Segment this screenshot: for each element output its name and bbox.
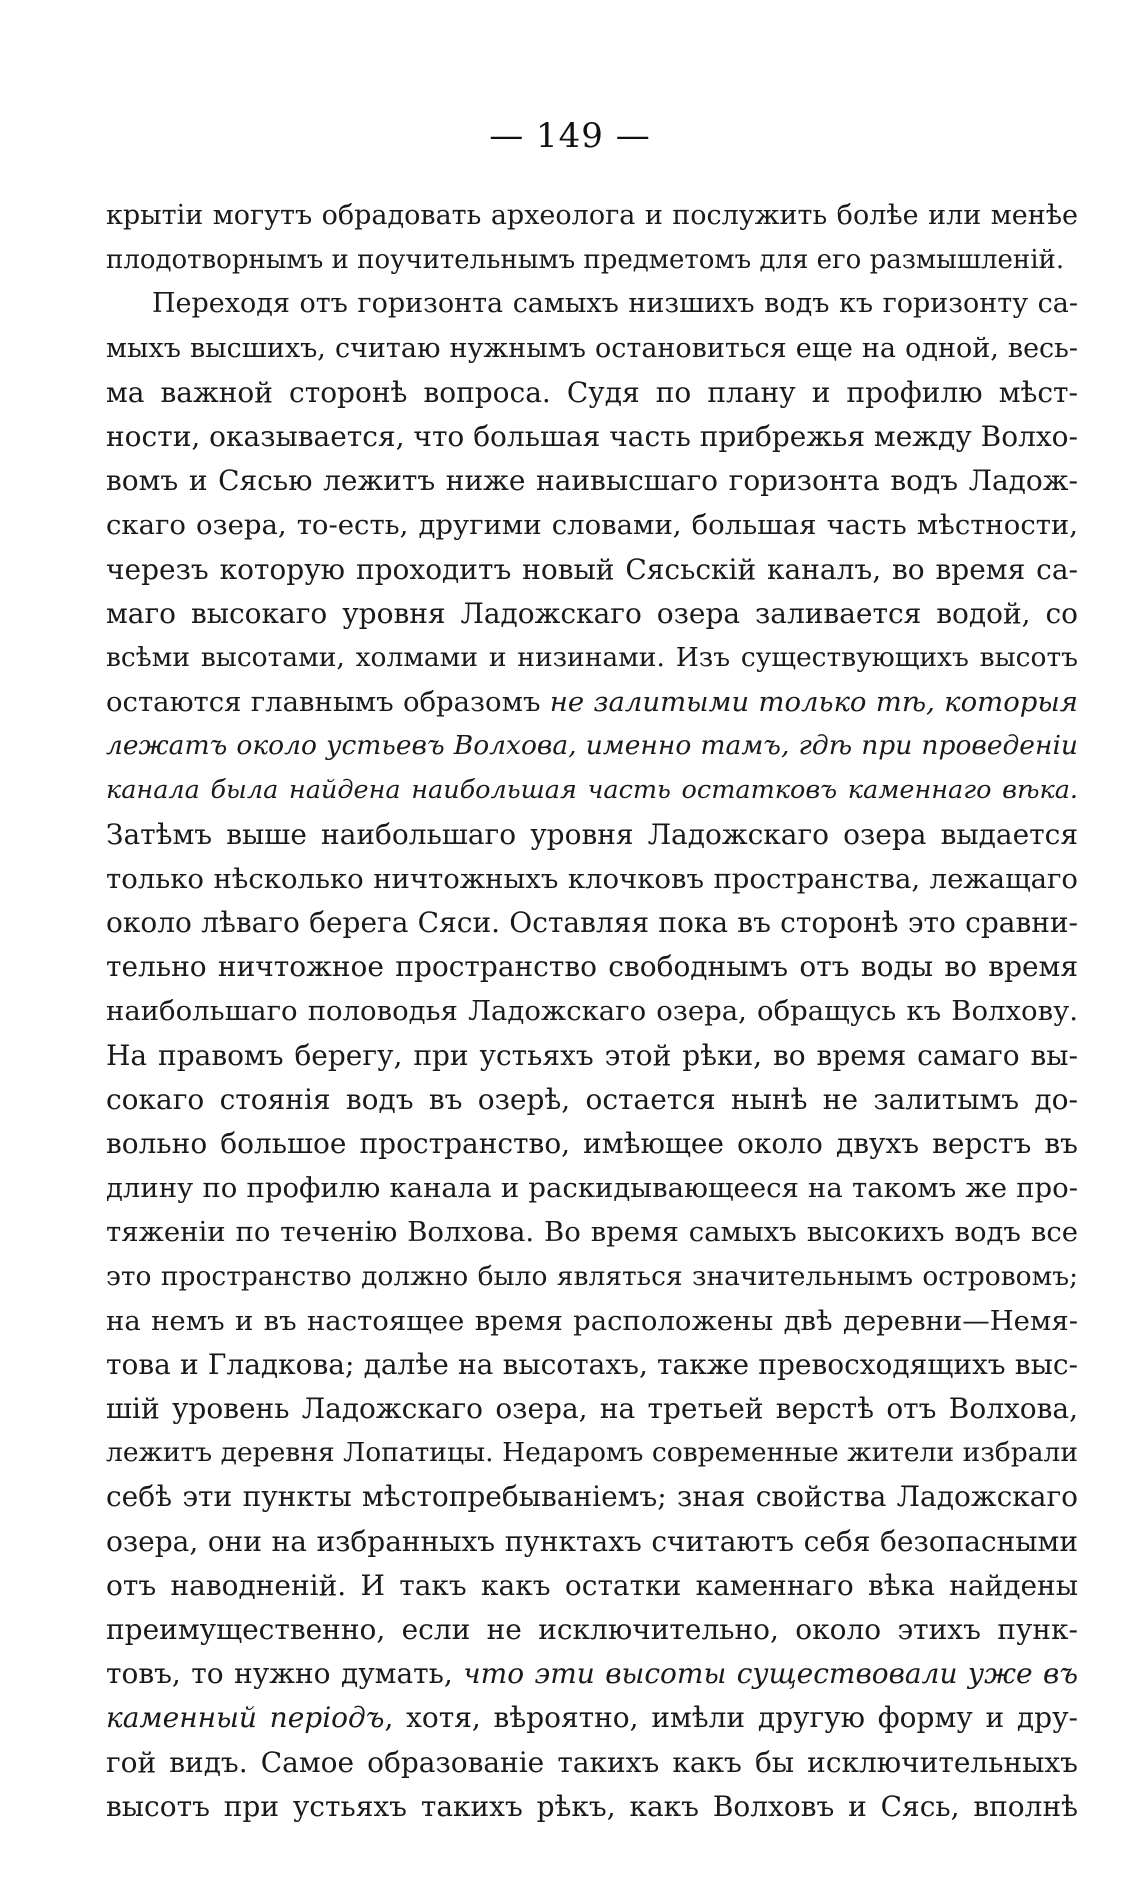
text-line <box>106 1210 1078 1254</box>
text-segment: вомъ и Сясью лежитъ ниже наивысшаго горизонта водъ Ладож- <box>106 464 1078 498</box>
text-segment: вольно большое пространство, имѣющее около двухъ верстъ въ <box>106 1126 1078 1160</box>
text-line <box>106 1520 1078 1564</box>
text-segment: тельно ничтожное пространство свободнымъ отъ воды во время <box>106 950 1078 984</box>
text-line <box>106 1166 1078 1210</box>
text-segment: крытіи могутъ обрадовать археолога и послужить болѣе или менѣе <box>106 200 1078 231</box>
text-segment: Затѣмъ выше наибольшаго уровня Ладожскаго озера выдается <box>106 817 1078 851</box>
text-segment: отъ наводненій. И такъ какъ остатки каменнаго вѣка найдены <box>106 1568 1078 1602</box>
text-line <box>106 1255 1078 1299</box>
text-segment: преимущественно, если не исключительно, около этихъ пунк- <box>106 1613 1078 1646</box>
text-segment: лежитъ деревня Лопатицы. Недаромъ современные жители избрали <box>106 1437 1078 1469</box>
text-segment: скаго озера, то-есть, другими словами, большая часть мѣстности, <box>106 509 1078 542</box>
text-line <box>106 636 1078 680</box>
text-segment: наибольшаго половодья Ладожскаго озера, обращусь къ Волхову. <box>106 995 1078 1028</box>
text-line <box>106 989 1078 1033</box>
text-line <box>106 1741 1078 1785</box>
text-segment: мыхъ высшихъ, считаю нужнымъ остановиться еще на одной, весь- <box>106 332 1078 364</box>
text-segment: , хотя, вѣроятно, имѣли другую форму и дру- <box>384 1701 1078 1735</box>
text-segment: только нѣсколько ничтожныхъ клочковъ пространства, лежащаго <box>106 862 1078 895</box>
italic-text-segment: лежатъ около устьевъ Волхова, именно тамъ, гдѣ при проведеніи <box>106 730 1078 762</box>
text-line <box>106 503 1078 547</box>
text-segment: ности, оказывается, что большая часть прибрежья между Волхо- <box>106 419 1078 453</box>
italic-text-segment: канала была найдена наибольшая часть остатковъ каменнаго вѣка. <box>106 775 1078 806</box>
italic-text-segment: что эти высоты существовали уже въ <box>463 1657 1078 1691</box>
italic-text-segment: не залитыми только тѣ, которыя <box>549 686 1078 719</box>
text-segment: На правомъ берегу, при устьяхъ этой рѣки, во время самаго вы- <box>106 1038 1078 1072</box>
text-line <box>106 1564 1078 1608</box>
text-line <box>106 857 1078 901</box>
text-line <box>106 680 1078 724</box>
text-line <box>106 945 1078 989</box>
text-line <box>106 1696 1078 1740</box>
text-line <box>106 1122 1078 1166</box>
text-segment: это пространство должно было являться значительнымъ островомъ; <box>106 1260 1078 1292</box>
text-line <box>106 194 1078 238</box>
text-line <box>106 459 1078 503</box>
italic-text-segment: каменный періодъ <box>106 1701 385 1735</box>
text-line <box>106 768 1078 812</box>
text-segment: гой видъ. Самое образованіе такихъ какъ бы исключительныхъ <box>106 1745 1078 1779</box>
text-line <box>106 1652 1078 1696</box>
text-line <box>106 1034 1078 1078</box>
text-line <box>106 1608 1078 1652</box>
text-line <box>106 548 1078 592</box>
text-line <box>106 1785 1078 1829</box>
text-segment: сокаго стоянія водъ въ озерѣ, остается нынѣ не залитымъ до- <box>106 1082 1078 1116</box>
text-line <box>106 238 1078 282</box>
text-line <box>106 327 1078 371</box>
text-line <box>106 1078 1078 1122</box>
page-number: — 149 — <box>489 116 651 156</box>
text-line <box>106 1431 1078 1475</box>
text-line <box>106 1343 1078 1387</box>
text-line <box>106 724 1078 768</box>
text-segment: длину по профилю канала и раскидывающееся на такомъ же про- <box>106 1172 1078 1205</box>
text-line <box>106 282 1078 326</box>
text-line <box>106 1475 1078 1519</box>
text-segment: плодотворнымъ и поучительнымъ предметомъ для его размышленій. <box>106 245 1065 276</box>
text-segment: товъ, то нужно думать, <box>106 1657 464 1691</box>
text-segment: себѣ эти пункты мѣстопребываніемъ; зная свойства Ладожскаго <box>106 1480 1078 1514</box>
text-line <box>106 813 1078 857</box>
text-segment: черезъ которую проходитъ новый Сясьскій каналъ, во время са- <box>106 552 1078 586</box>
text-segment: около лѣваго берега Сяси. Оставляя пока въ сторонѣ это сравни- <box>106 906 1078 939</box>
text-segment: остаются главнымъ образомъ <box>106 686 550 719</box>
text-line <box>106 592 1078 636</box>
body-text <box>106 194 1078 1829</box>
text-line <box>106 1299 1078 1343</box>
text-segment: на немъ и въ настоящее время расположены двѣ деревни—Немя- <box>106 1304 1078 1337</box>
text-segment: озера, они на избранныхъ пунктахъ считаютъ себя безопасными <box>106 1524 1078 1558</box>
text-segment: шій уровень Ладожскаго озера, на третьей верстѣ отъ Волхова, <box>106 1392 1078 1426</box>
text-line <box>106 901 1078 945</box>
text-segment: това и Гладкова; далѣе на высотахъ, также превосходящихъ выс- <box>106 1347 1078 1381</box>
text-segment: всѣми высотами, холмами и низинами. Изъ существующихъ высотъ <box>106 641 1078 673</box>
text-line <box>106 1387 1078 1431</box>
text-segment: высотъ при устьяхъ такихъ рѣкъ, какъ Волховъ и Сясь, вполнѣ <box>106 1789 1078 1823</box>
text-line <box>106 415 1078 459</box>
text-segment: Переходя отъ горизонта самыхъ низшихъ водъ къ горизонту са- <box>152 288 1078 320</box>
text-segment: ма важной сторонѣ вопроса. Судя по плану и профилю мѣст- <box>106 375 1078 409</box>
text-line <box>106 371 1078 415</box>
text-segment: тяженіи по теченію Волхова. Во время самыхъ высокихъ водъ все <box>106 1216 1078 1249</box>
text-segment: маго высокаго уровня Ладожскаго озера заливается водой, со <box>106 596 1078 630</box>
